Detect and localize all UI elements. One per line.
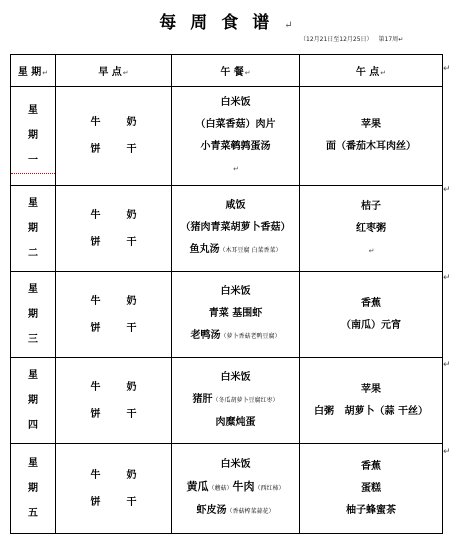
day-cell: 星 期 一 [11, 87, 56, 186]
snack-cell: 香蕉 蛋糕 柚子蜂蜜茶 [300, 444, 443, 534]
table-row [11, 272, 443, 358]
row-end-mark: ↵ [443, 64, 451, 74]
breakfast-cell: 牛 奶 饼 干 [56, 358, 172, 444]
breakfast-cell: 牛 奶 饼 干 [56, 186, 172, 272]
day-cell: 星 期 二 [11, 186, 56, 272]
snack-cell: 苹果 面（番茄木耳肉丝） [300, 87, 443, 186]
snack-cell: 苹果 白粥 胡萝卜（蒜 干丝） [300, 358, 443, 444]
table-row [11, 186, 443, 272]
snack-cell: 香蕉 （南瓜）元宵 [300, 272, 443, 358]
breakfast-cell: 牛 奶 饼 干 [56, 444, 172, 534]
breakfast-cell: 牛 奶 饼 干 [56, 87, 172, 186]
menu-table [10, 54, 443, 534]
day-cell: 星 期 四 [11, 358, 56, 444]
date-range: （12月21日至12月25日） 第17周↵ [300, 36, 404, 43]
lunch-cell: 咸饭 （猪肉青菜胡萝卜香菇） 鱼丸汤（木耳豆腐 白菜香菜） [172, 186, 300, 272]
day-cell: 星 期 五 [11, 444, 56, 534]
row-end-mark: ↵ [443, 185, 451, 195]
header-day: 星 期↵ [11, 55, 56, 87]
day-cell: 星 期 三 [11, 272, 56, 358]
header-lunch: 午 餐↵ [172, 55, 300, 87]
breakfast-cell: 牛 奶 饼 干 [56, 272, 172, 358]
header-breakfast: 早 点↵ [56, 55, 172, 87]
lunch-cell: 白米饭 黄瓜（蘑菇）牛肉（西红柿） 虾皮汤（香菇榨菜蒜花） [172, 444, 300, 534]
page-title: 每周食谱↵ [159, 13, 293, 33]
week-number: 第17周 [378, 36, 399, 43]
snack-cell: 桔子 红枣粥 ↵ [300, 186, 443, 272]
row-end-mark: ↵ [443, 273, 451, 283]
table-row [11, 358, 443, 444]
header-snack: 午 点↵ [300, 55, 443, 87]
header-row [11, 55, 443, 87]
table-row [11, 87, 443, 186]
row-end-mark: ↵ [443, 360, 451, 370]
lunch-cell: 白米饭 （白菜香菇）肉片 小青菜鹌鹑蛋汤 ↵ [172, 87, 300, 186]
table-row [11, 444, 443, 534]
row-end-mark: ↵ [443, 447, 451, 457]
lunch-cell: 白米饭 猪肝（冬瓜胡萝卜豆腐红枣） 肉糜炖蛋 [172, 358, 300, 444]
lunch-cell: 白米饭 青菜 基围虾 老鸭汤（萝卜香菇老鸭豆腐） [172, 272, 300, 358]
